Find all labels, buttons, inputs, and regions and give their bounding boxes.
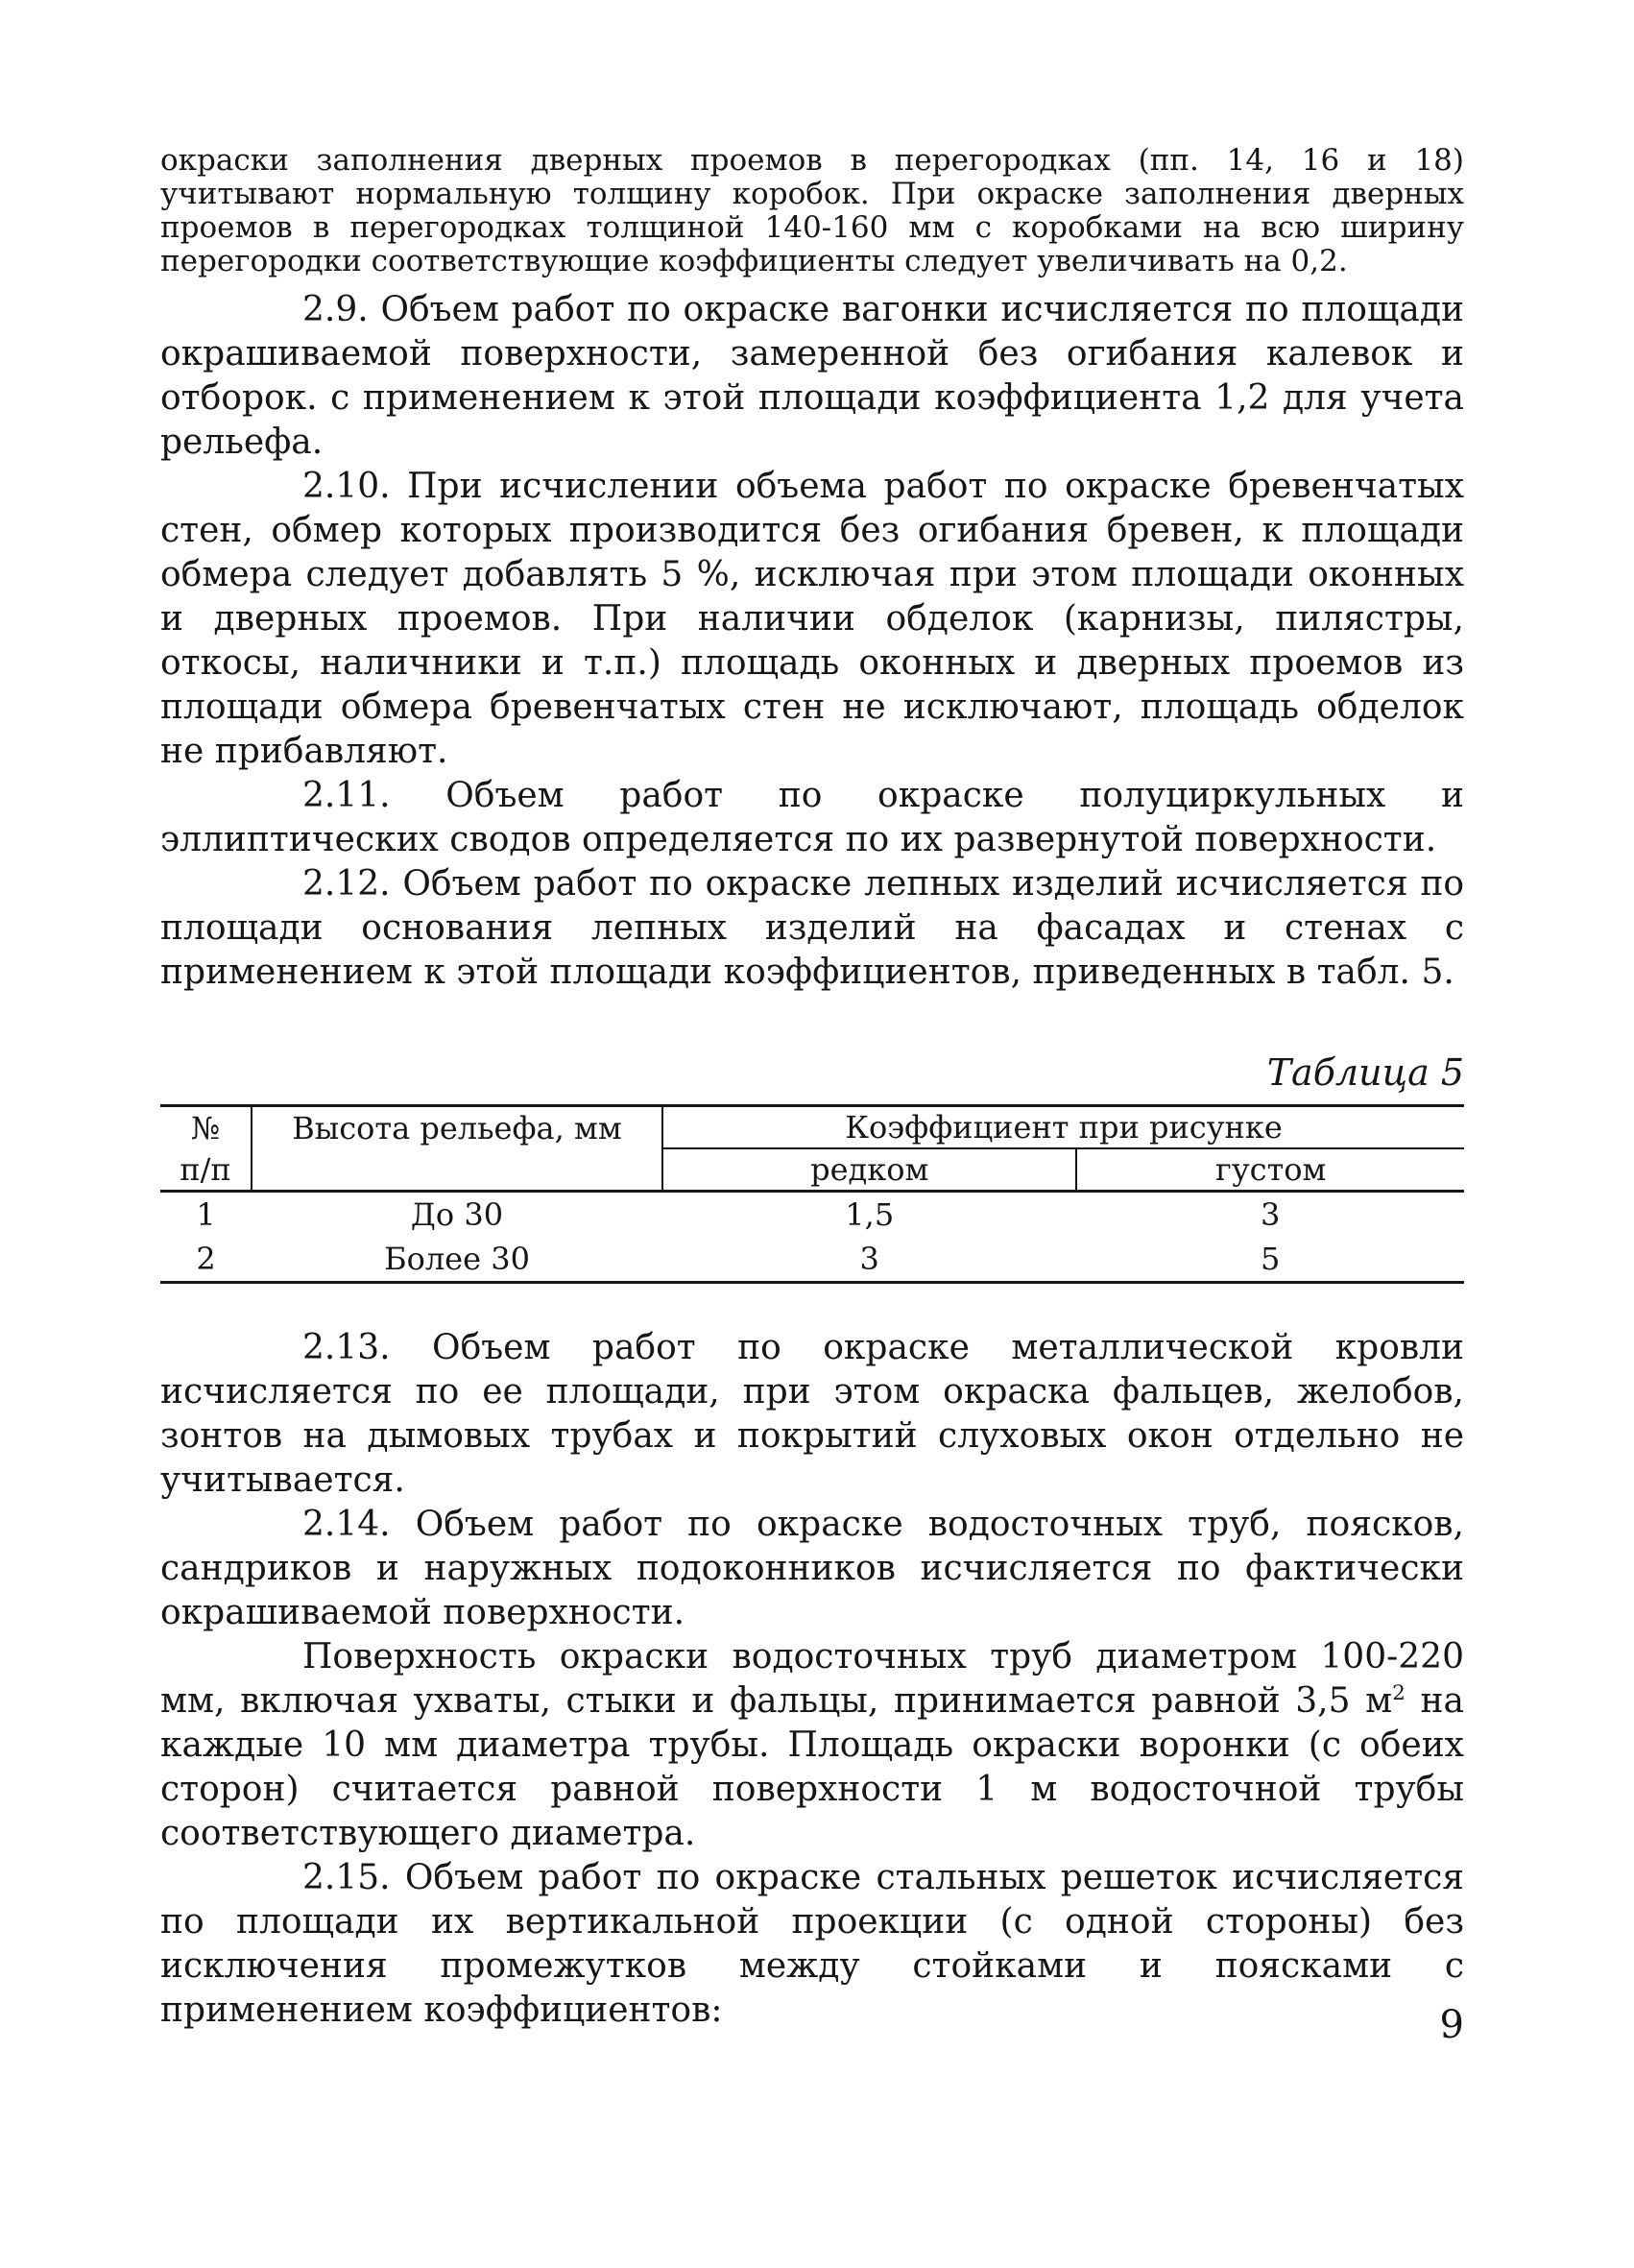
paragraph-2-12: 2.12. Объем работ по окраске лепных изделий исчисляется по площади основания лепных изделий на фасадах и стенах с применением к этой площади коэффициентов, приведенных в табл. 5.: [160, 864, 1464, 992]
cell-height: Более 30: [384, 1241, 530, 1277]
paragraph-drainpipe-part1: Поверхность окраски водосточных труб диаметром 100-220 мм, включая ухваты, стыки и фальцы, принимается равной 3,5 м: [160, 1637, 1464, 1721]
paragraph-2-13: 2.13. Объем работ по окраске металлической кровли исчисляется по ее площади, при этом окраска фальцев, желобов, зонтов на дымовых трубах и покрытий слуховых окон отдельно не учитывается.: [160, 1328, 1464, 1500]
table-caption: Таблица 5: [1266, 1051, 1464, 1094]
header-number: №: [160, 1106, 252, 1149]
table-row: [160, 1192, 1464, 1238]
header-coefficient: Коэффициент при рисунке: [662, 1106, 1464, 1149]
table-row: [160, 1237, 1464, 1283]
paragraph-2-14: 2.14. Объем работ по окраске водосточных труб, поясков, сандриков и наружных подоконников исчисляется по фактически окрашиваемой поверхности.: [160, 1505, 1464, 1632]
paragraph-2-15: 2.15. Объем работ по окраске стальных решеток исчисляется по площади их вертикальной проекции (с одной стороны) без исключения промежутков между стойками и поясками с применением коэффициентов:: [160, 1858, 1464, 2030]
superscript-2: 2: [1392, 1681, 1406, 1705]
cell-number: 1: [196, 1196, 216, 1233]
page-number: 9: [1439, 2003, 1464, 2047]
table-header-row: [160, 1106, 1464, 1149]
header-relief-height: Высота рельефа, мм: [252, 1106, 662, 1149]
document-page: [160, 144, 1464, 2033]
cell-number: 2: [196, 1241, 216, 1277]
cell-dense: 3: [1261, 1196, 1281, 1233]
paragraph-drainpipe-part2: на каждые 10 мм диаметра трубы. Площадь окраски воронки (с обеих сторон) считается равной поверхности 1 м водосточной трубы соответствующего диаметра.: [160, 1681, 1464, 1853]
paragraph-continuation: окраски заполнения дверных проемов в перегородках (пп. 14, 16 и 18) учитывают нормальную толщину коробок. При окраске заполнения дверных проемов в перегородках толщиной 140-160 мм с коробками на всю ширину перегородки соответствующие коэффициенты следует увеличивать на 0,2.: [160, 143, 1464, 278]
paragraph-2-9: 2.9. Объем работ по окраске вагонки исчисляется по площади окрашиваемой поверхности, замеренной без огибания калевок и отборок. с применением к этой площади коэффициента 1,2 для учета рельефа.: [160, 290, 1464, 462]
header-dense: густом: [1076, 1148, 1464, 1192]
paragraph-2-10: 2.10. При исчислении объема работ по окраске бревенчатых стен, обмер которых производится без огибания бревен, к площади обмера следует добавлять 5 %, исключая при этом площади оконных и дверных проемов. При наличии обделок (карнизы, пилястры, откосы, наличники и т.п.) площадь оконных и дверных проемов из площади обмера бревенчатых стен не исключают, площадь обделок не прибавляют.: [160, 467, 1464, 771]
header-relief-height-cont: [252, 1148, 662, 1192]
table-subheader-row: [160, 1148, 1464, 1192]
paragraph-drainpipe-surface: [160, 1635, 1464, 1856]
header-number-2: п/п: [160, 1148, 252, 1192]
cell-sparse: 3: [859, 1241, 879, 1277]
cell-height: До 30: [410, 1196, 504, 1233]
cell-sparse: 1,5: [845, 1196, 895, 1233]
paragraph-2-11: 2.11. Объем работ по окраске полуциркульных и эллиптических сводов определяется по их развернутой поверхности.: [160, 776, 1464, 859]
cell-dense: 5: [1261, 1241, 1281, 1277]
header-sparse: редком: [662, 1148, 1076, 1192]
table-5: [160, 1104, 1464, 1284]
